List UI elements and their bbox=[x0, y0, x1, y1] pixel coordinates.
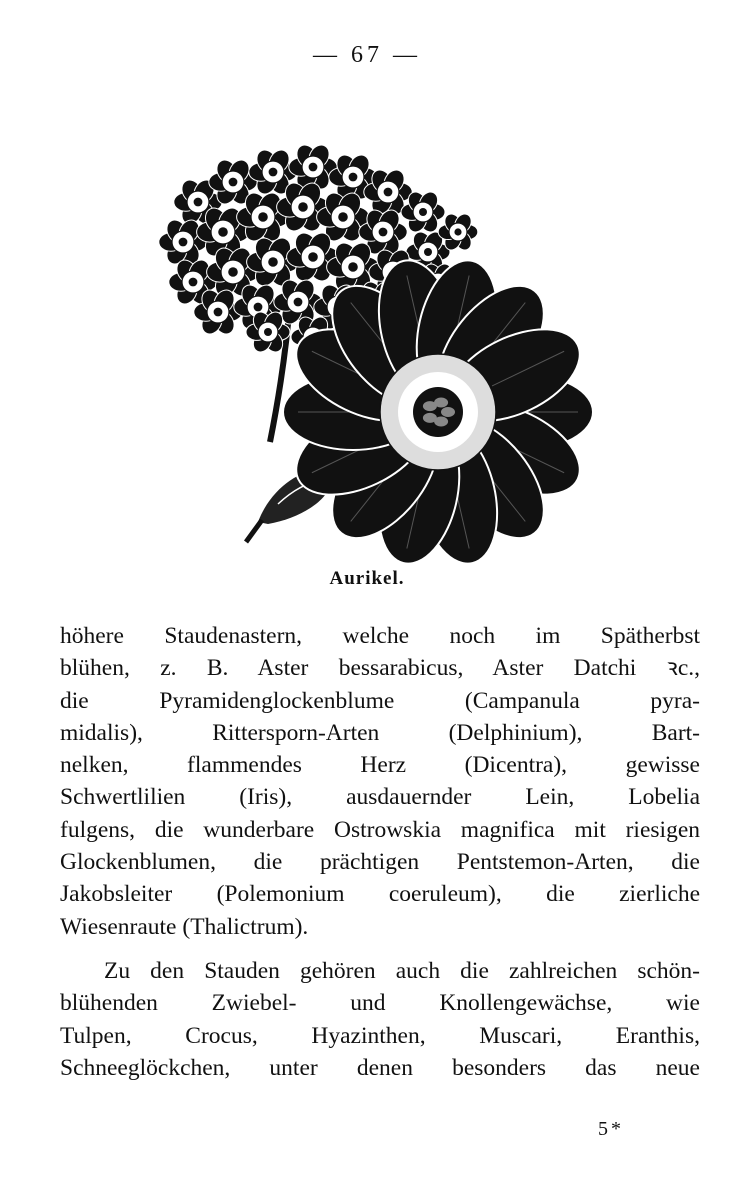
body-text bbox=[60, 620, 700, 1084]
figure-caption: Aurikel. bbox=[329, 568, 405, 589]
text-line: Tulpen, Crocus, Hyazinthen, Muscari, Eranthis, bbox=[60, 1022, 700, 1049]
text-line: fulgens, die wunderbare Ostrowskia magnifica mit riesigen bbox=[60, 816, 700, 843]
text-line: Zu den Stauden gehören auch die zahlreichen schön- bbox=[104, 957, 700, 984]
text-line: Jakobsleiter (Polemonium coeruleum), die zierliche bbox=[60, 881, 700, 908]
text-line: Schwertlilien (Iris), ausdauernder Lein, Lobelia bbox=[60, 784, 700, 811]
text-line: blühen, z. B. Aster bessarabicus, Aster Datchi ꝛc., bbox=[60, 655, 700, 682]
text-line: midalis), Rittersporn-Arten (Delphinium), Bart- bbox=[60, 719, 700, 746]
paragraph-1 bbox=[60, 620, 700, 943]
text-line: höhere Staudenastern, welche noch im Spätherbst bbox=[60, 623, 700, 649]
paragraph-2 bbox=[60, 955, 700, 1084]
text-line: nelken, flammendes Herz (Dicentra), gewisse bbox=[60, 752, 700, 779]
signature-mark: 5* bbox=[598, 1118, 624, 1140]
text-line: blühenden Zwiebel- und Knollengewächse, wie bbox=[60, 990, 700, 1017]
auricula-illustration bbox=[138, 112, 598, 572]
text-line: Wiesenraute (Thalictrum). bbox=[60, 913, 309, 940]
text-line: Glockenblumen, die prächtigen Pentstemon-Arten, die bbox=[60, 849, 700, 876]
page-number: — 67 — bbox=[313, 42, 421, 68]
text-line: Schneeglöckchen, unter denen besonders das neue bbox=[60, 1054, 700, 1081]
text-line: die Pyramidenglockenblume (Campanula pyra- bbox=[60, 687, 700, 714]
